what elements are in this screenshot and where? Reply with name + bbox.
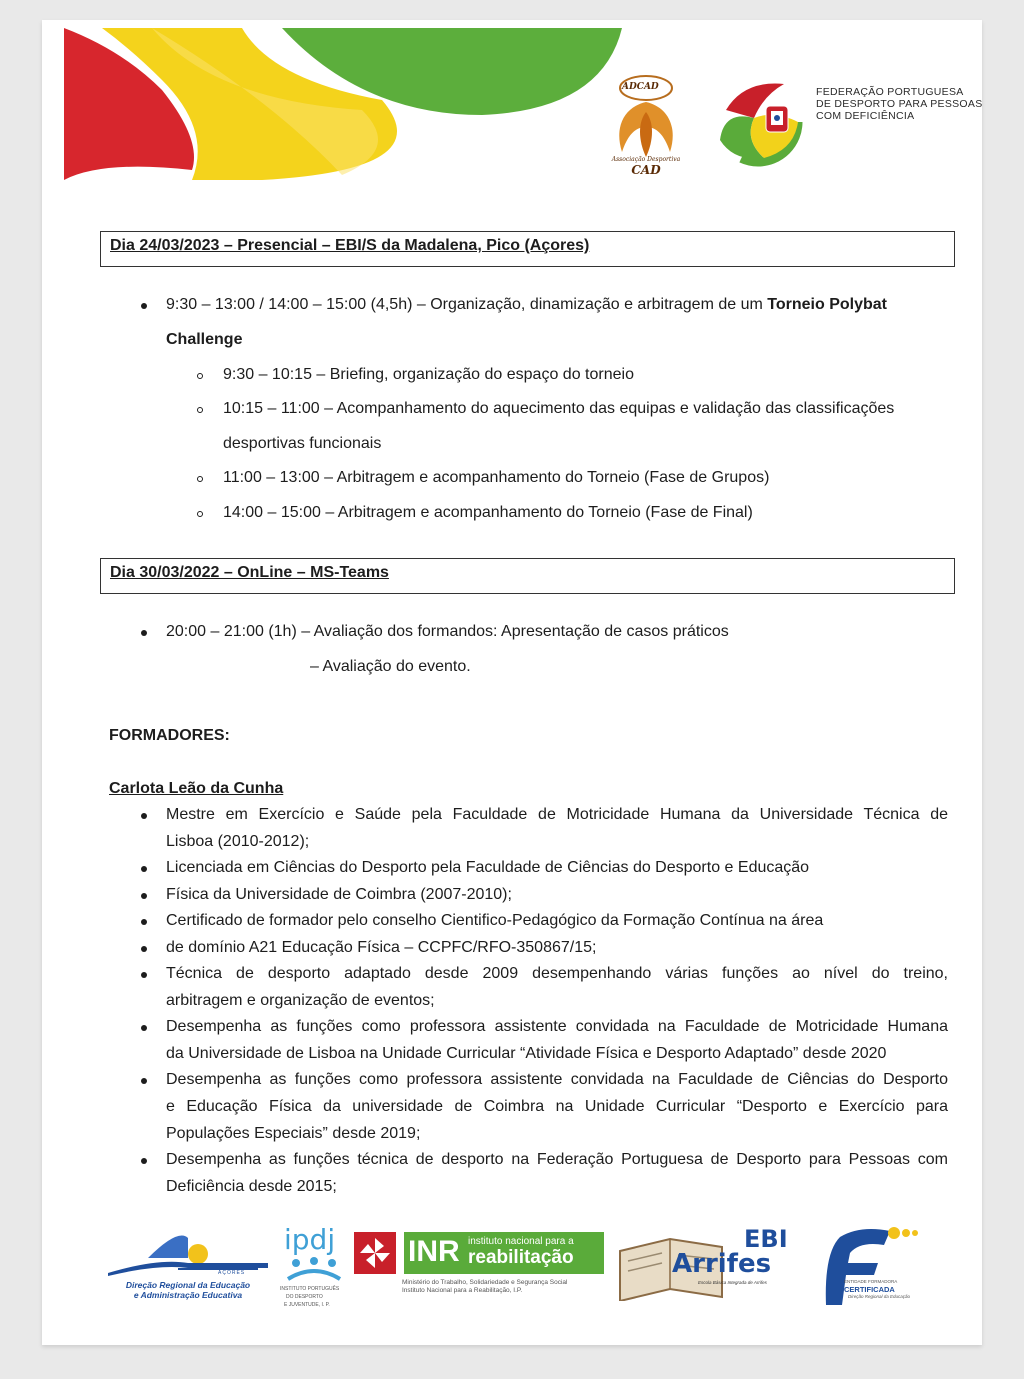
day1-header-box (100, 231, 955, 267)
trainer-line: da Universidade de Lisboa na Unidade Curricular “Atividade Física e Desporto Adaptado” desde 2020 (166, 1045, 887, 1062)
inr-sub1: Ministério do Trabalho, Solidariedade e Segurança Social (402, 1279, 568, 1286)
bullet-icon (141, 303, 147, 309)
drea-line1: Direção Regional da Educação (125, 1280, 251, 1290)
circle-bullet-icon (197, 373, 203, 379)
document-page (42, 20, 982, 1345)
trainer-name: Carlota Leão da Cunha (109, 780, 284, 797)
day1-subitem-cont: desportivas funcionais (223, 435, 382, 452)
trainer-line: Desempenha as funções como professora assistente convidada na Faculdade de Motricidade Humana (166, 1018, 948, 1035)
ebi-line2: Arrifes (672, 1249, 772, 1279)
federation-line1: FEDERAÇÃO PORTUGUESA (816, 86, 964, 98)
trainer-line: arbitragem e organização de eventos; (166, 992, 435, 1009)
federation-line2: DE DESPORTO PARA PESSOAS (816, 98, 983, 110)
federation-line3: COM DEFICIÊNCIA (816, 110, 915, 122)
day1-item-text: 9:30 – 13:00 / 14:00 – 15:00 (4,5h) – Organização, dinamização e arbitragem de um (166, 296, 768, 313)
bullet-icon (141, 1158, 147, 1164)
federation-logo (714, 70, 806, 176)
inr-wordmark: INR (408, 1235, 460, 1268)
ebi-sub: Escola Básica Integrada de Arrifes (698, 1280, 767, 1285)
bullet-icon (141, 1078, 147, 1084)
ebi-line1: EBI (744, 1225, 788, 1253)
federation-emblem-icon (714, 70, 806, 176)
day2-item: 20:00 – 21:00 (1h) – Avaliação dos formandos: Apresentação de casos práticos (166, 623, 729, 640)
circle-bullet-icon (197, 407, 203, 413)
trainer-line: Deficiência desde 2015; (166, 1178, 337, 1195)
day2-title: Dia 30/03/2022 – OnLine – MS-Teams (110, 564, 389, 581)
ipdj-figures-icon (286, 1257, 342, 1281)
adcad-top-text: ADCAD (622, 82, 659, 92)
drea-brand: AÇORES (218, 1270, 246, 1276)
day1-title: Dia 24/03/2023 – Presencial – EBI/S da Madalena, Pico (Açores) (110, 237, 590, 254)
adcad-cad-text: CAD (631, 163, 661, 177)
day1-item-bold: Torneio Polybat (767, 296, 887, 313)
ipdj-wordmark: ipdj (284, 1223, 336, 1256)
circle-bullet-icon (197, 476, 203, 482)
drea-logo (108, 1228, 268, 1308)
bullet-icon (141, 893, 147, 899)
header-decoration (42, 20, 642, 190)
ebi-arrifes-logo (616, 1225, 812, 1305)
trainer-line: Certificado de formador pelo conselho Cientifico-Pedagógico da Formação Contínua na área (166, 912, 824, 929)
ipdj-line2: DO DESPORTO (286, 1294, 323, 1300)
certified-f-icon (820, 1223, 930, 1313)
day1-subitem: 10:15 – 11:00 – Acompanhamento do aquecimento das equipas e validação das classificações (223, 400, 895, 417)
ipdj-logo (280, 1223, 350, 1313)
adcad-logo (604, 72, 688, 180)
trainer-line: Técnica de desporto adaptado desde 2009 desempenhando várias funções ao nível do treino, (166, 965, 948, 982)
circle-bullet-icon (197, 511, 203, 517)
inr-sub2: Instituto Nacional para a Reabilitação, I.P. (402, 1287, 523, 1294)
inr-banner (404, 1232, 604, 1274)
federation-name (816, 86, 983, 122)
adcad-caption: Associação Desportiva (611, 156, 681, 163)
trainer-line: Desempenha as funções como professora assistente convidada na Faculdade de Ciências do Desporto (166, 1071, 948, 1088)
trainers-heading: FORMADORES: (109, 727, 230, 744)
bullet-icon (141, 946, 147, 952)
inr-logo (354, 1232, 604, 1302)
inr-line1: instituto nacional para a (468, 1236, 574, 1247)
day1-subitem: 14:00 – 15:00 – Arbitragem e acompanhamento do Torneio (Fase de Final) (223, 504, 753, 521)
ipdj-line1: INSTITUTO PORTUGUÊS (280, 1286, 340, 1292)
day1-subitem: 9:30 – 10:15 – Briefing, organização do espaço do torneio (223, 366, 634, 383)
day1-subitem: 11:00 – 13:00 – Arbitragem e acompanhamento do Torneio (Fase de Grupos) (223, 469, 770, 486)
bullet-icon (141, 630, 147, 636)
trainer-line: Lisboa (2010-2012); (166, 833, 310, 850)
bullet-icon (141, 972, 147, 978)
trainer-line: de domínio A21 Educação Física – CCPFC/RFO-350867/15; (166, 939, 597, 956)
trainer-line: e Educação Física da universidade de Coimbra na Unidade Curricular “Desporto e Exercício para (166, 1098, 948, 1115)
cert-line2: CERTIFICADA (844, 1285, 895, 1294)
bullet-icon (141, 919, 147, 925)
cert-line1: ENTIDADE FORMADORA (844, 1279, 898, 1284)
day2-item-cont: – Avaliação do evento. (310, 658, 471, 675)
trainer-line: Mestre em Exercício e Saúde pela Faculdade de Motricidade Humana da Universidade Técnica de (166, 806, 948, 823)
cert-line3: Direção Regional da Educação (848, 1294, 911, 1299)
ipdj-line3: E JUVENTUDE, I. P. (284, 1302, 330, 1308)
trainer-line: Desempenha as funções técnica de desporto na Federação Portuguesa de Desporto para Pessoas com (166, 1151, 948, 1168)
trainer-line: Física da Universidade de Coimbra (2007-2010); (166, 886, 512, 903)
bullet-icon (141, 813, 147, 819)
day1-item-bold-cont: Challenge (166, 331, 243, 348)
drea-line2: e Administração Educativa (133, 1290, 243, 1300)
trainer-line: Populações Especiais” desde 2019; (166, 1125, 421, 1142)
trainer-line: Licenciada em Ciências do Desporto pela Faculdade de Ciências do Desporto e Educação (166, 859, 810, 876)
inr-pinwheel-icon (354, 1232, 396, 1274)
bullet-icon (141, 1025, 147, 1031)
day2-header-box (100, 558, 955, 594)
day1-item (166, 295, 887, 315)
certified-entity-logo (820, 1223, 930, 1313)
bullet-icon (141, 866, 147, 872)
inr-line2: reabilitação (468, 1247, 574, 1268)
